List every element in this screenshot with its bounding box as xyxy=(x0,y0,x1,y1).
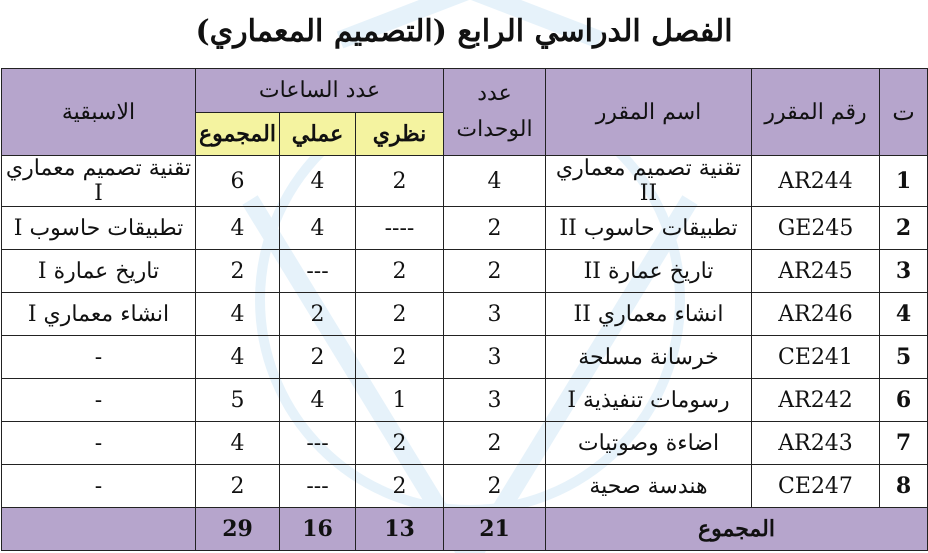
practical-hours: --- xyxy=(280,422,356,465)
totals-label: المجموع xyxy=(546,508,928,551)
course-name: هندسة صحية xyxy=(546,465,752,508)
row-index: 5 xyxy=(880,336,928,379)
practical-hours: 2 xyxy=(280,293,356,336)
course-units: 4 xyxy=(444,156,546,207)
course-code: CE247 xyxy=(752,465,880,508)
header-practical: عملي xyxy=(280,112,356,156)
course-name: انشاء معماري II xyxy=(546,293,752,336)
practical-hours: 4 xyxy=(280,379,356,422)
row-index: 4 xyxy=(880,293,928,336)
theory-hours: 2 xyxy=(356,250,444,293)
theory-hours: 2 xyxy=(356,465,444,508)
total-hours: 4 xyxy=(196,422,280,465)
course-table xyxy=(1,68,928,551)
theory-hours: 2 xyxy=(356,293,444,336)
course-name: خرسانة مسلحة xyxy=(546,336,752,379)
table-row xyxy=(2,207,928,250)
header-course-code: رقم المقرر xyxy=(752,69,880,156)
header-theory: نظري xyxy=(356,112,444,156)
total-hours: 5 xyxy=(196,379,280,422)
theory-hours: 1 xyxy=(356,379,444,422)
header-total: المجموع xyxy=(196,112,280,156)
totals-theory: 13 xyxy=(356,508,444,551)
header-units-text: عدد الوحدات xyxy=(456,81,533,142)
practical-hours: --- xyxy=(280,465,356,508)
header-prerequisite: الاسبقية xyxy=(2,69,196,156)
course-code: AR244 xyxy=(752,156,880,207)
course-code: GE245 xyxy=(752,207,880,250)
table-row xyxy=(2,465,928,508)
course-name: تطبيقات حاسوب II xyxy=(546,207,752,250)
course-name: تاريخ عمارة II xyxy=(546,250,752,293)
table-row xyxy=(2,156,928,207)
theory-hours: ---- xyxy=(356,207,444,250)
table-row xyxy=(2,379,928,422)
table-row xyxy=(2,250,928,293)
totals-row xyxy=(2,508,928,551)
table-row xyxy=(2,422,928,465)
prerequisite: تاريخ عمارة I xyxy=(2,250,196,293)
total-hours: 4 xyxy=(196,207,280,250)
row-index: 7 xyxy=(880,422,928,465)
table-row xyxy=(2,336,928,379)
practical-hours: 2 xyxy=(280,336,356,379)
prerequisite: - xyxy=(2,422,196,465)
header-index: ت xyxy=(880,69,928,156)
total-hours: 4 xyxy=(196,293,280,336)
total-hours: 2 xyxy=(196,250,280,293)
totals-practical: 16 xyxy=(280,508,356,551)
row-index: 3 xyxy=(880,250,928,293)
header-course-name: اسم المقرر xyxy=(546,69,752,156)
row-index: 2 xyxy=(880,207,928,250)
totals-hours: 29 xyxy=(196,508,280,551)
course-name: اضاءة وصوتيات xyxy=(546,422,752,465)
practical-hours: 4 xyxy=(280,156,356,207)
header-row-top xyxy=(2,69,928,113)
prerequisite: - xyxy=(2,336,196,379)
course-units: 3 xyxy=(444,336,546,379)
course-units: 3 xyxy=(444,293,546,336)
course-units: 2 xyxy=(444,465,546,508)
theory-hours: 2 xyxy=(356,156,444,207)
practical-hours: --- xyxy=(280,250,356,293)
theory-hours: 2 xyxy=(356,422,444,465)
course-units: 2 xyxy=(444,207,546,250)
theory-hours: 2 xyxy=(356,336,444,379)
course-name: تقنية تصميم معماري II xyxy=(546,156,752,207)
row-index: 1 xyxy=(880,156,928,207)
course-code: AR245 xyxy=(752,250,880,293)
course-code: CE241 xyxy=(752,336,880,379)
page-title: الفصل الدراسي الرابع (التصميم المعماري) xyxy=(195,14,733,49)
course-units: 2 xyxy=(444,422,546,465)
prerequisite: - xyxy=(2,465,196,508)
row-index: 6 xyxy=(880,379,928,422)
header-hours: عدد الساعات xyxy=(196,69,444,113)
practical-hours: 4 xyxy=(280,207,356,250)
prerequisite: - xyxy=(2,379,196,422)
total-hours: 4 xyxy=(196,336,280,379)
course-code: AR243 xyxy=(752,422,880,465)
prerequisite: تطبيقات حاسوب I xyxy=(2,207,196,250)
course-code: AR246 xyxy=(752,293,880,336)
prerequisite: انشاء معماري I xyxy=(2,293,196,336)
totals-units: 21 xyxy=(444,508,546,551)
table-row xyxy=(2,293,928,336)
total-hours: 6 xyxy=(196,156,280,207)
course-units: 2 xyxy=(444,250,546,293)
course-code: AR242 xyxy=(752,379,880,422)
header-units xyxy=(444,69,546,156)
course-name: رسومات تنفيذية I xyxy=(546,379,752,422)
course-units: 3 xyxy=(444,379,546,422)
row-index: 8 xyxy=(880,465,928,508)
total-hours: 2 xyxy=(196,465,280,508)
prerequisite: تقنية تصميم معماري I xyxy=(2,156,196,207)
totals-prerequisite-empty xyxy=(2,508,196,551)
